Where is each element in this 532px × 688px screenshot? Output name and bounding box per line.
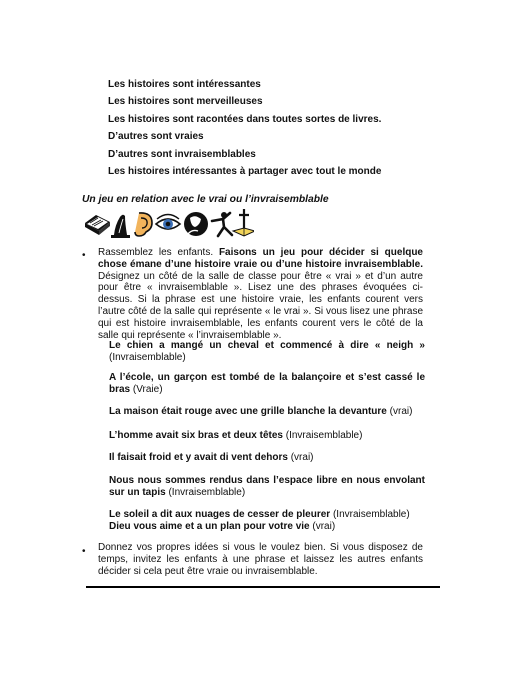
example-text: Le soleil a dit aux nuages de cesser de pleurer [109,509,331,520]
example-sentence [109,372,425,396]
bullet-marker: • [82,250,86,261]
section-title: Un jeu en relation avec le vrai ou l’invraisemblable [82,194,329,205]
example-sentence [109,406,425,418]
example-label: (vrai) [309,521,336,532]
example-sentence [109,521,425,533]
example-text: L’homme avait six bras et deux têtes [109,430,283,441]
example-label: (Invraisemblable) [165,487,246,498]
instructions-rest: Désignez un côté de la salle de classe pour être « vrai » et d’un autre pour être « invraisemblable ». Lisez une des phrases évoquées ci-dessus. Si la phrase est une histoire vraie, les enfants courent vers l’autre côté de la salle qui représente « le vrai ». Si vous lisez une phrase qui est histoire invraisemblable, les enfants courent vers le côté de la salle qui représente « l’invraisemblable ». [98,270,423,341]
example-sentence [109,430,425,442]
example-text: La maison était rouge avec une grille blanche la devanture [109,406,387,417]
instructions-lead: Rassemblez les enfants. [98,247,219,258]
example-sentence [109,340,425,364]
closing-paragraph: Donnez vos propres idées si vous le voulez bien. Si vous disposez de temps, invitez les enfants à une phrase et laissez les autres enfants décider si cela peut être vraie ou invraisemblable. [98,542,423,577]
example-label: (Invraisemblable) [282,430,363,441]
ear-icon [135,213,152,236]
example-sentence [109,509,425,521]
list-item: D’autres sont vraies [108,131,204,143]
praying-hands-icon [111,215,130,238]
example-label: (Invraisemblable) [330,509,410,520]
instructions-paragraph [98,247,423,341]
example-label: (Invraisemblable) [109,352,186,363]
eye-icon [156,215,180,230]
list-item: Les histoires sont intéressantes [108,79,261,90]
thinking-person-icon [184,212,208,236]
cross-on-book-icon [233,209,254,236]
story-statements-list [108,78,381,182]
list-item: Les histoires sont racontées dans toutes sortes de livres. [108,113,382,125]
dancing-person-icon [212,212,232,236]
example-sentence [109,452,425,464]
horizontal-rule [86,586,440,588]
activity-icon-strip [84,209,254,239]
example-sentence [109,475,425,499]
instructions-bold: Faisons un jeu pour décider si quelque chose émane d’une histoire vraie ou d’une histoire invraisemblable. [98,247,423,270]
list-item: Les histoires sont merveilleuses [108,96,263,108]
example-label: (Vraie) [130,384,163,395]
example-label: (vrai) [287,452,314,463]
list-item: D’autres sont invraisemblables [108,148,256,160]
example-label: (vrai) [386,406,413,417]
bible-icon [85,215,110,235]
example-text: A l’école, un garçon est tombé de la balançoire et s’est cassé le bras [109,372,425,395]
example-text: Dieu vous aime et a un plan pour votre vie [109,521,310,532]
example-text: Le chien a mangé un cheval et commencé à dire « neigh » [109,340,425,351]
list-item: Les histoires intéressantes à partager avec tout le monde [108,165,382,177]
bullet-marker: • [82,546,86,557]
example-text: Il faisait froid et y avait di vent dehors [109,452,288,463]
example-text: Nous nous sommes rendus dans l’espace libre en nous envolant sur un tapis [109,475,425,498]
